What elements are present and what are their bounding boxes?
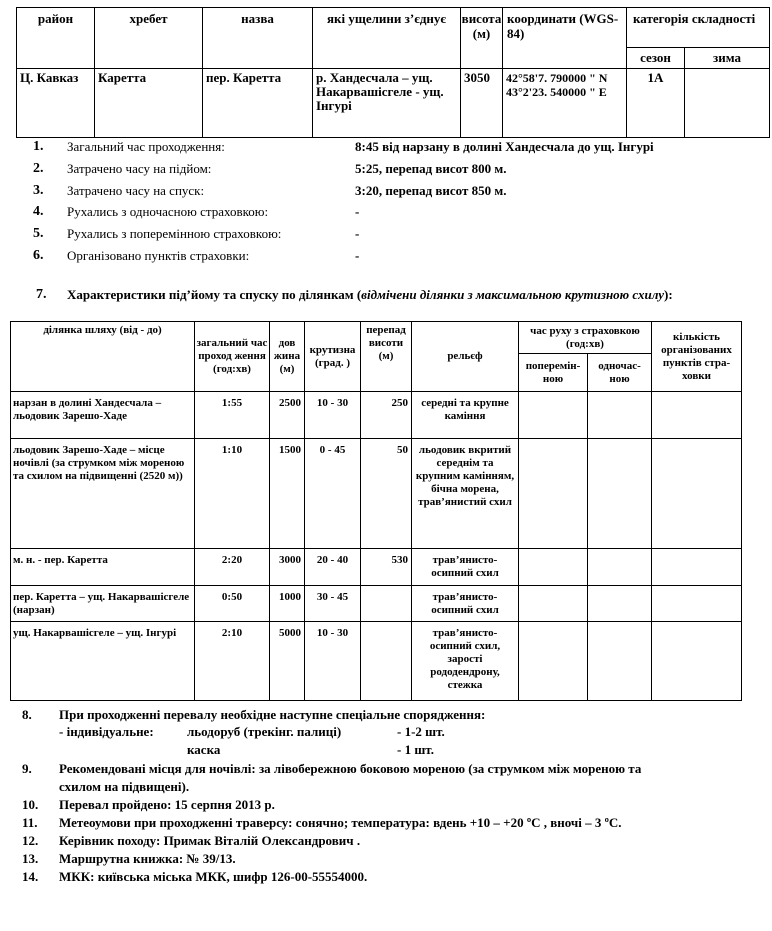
steepness-cell: 30 - 45 xyxy=(305,586,361,622)
item-text: Рекомендовані місця для ночівлі: за лівобережною боковою мореною (за струмком між мореною та схилом на підвищені). xyxy=(59,761,642,794)
item-number: 1. xyxy=(33,139,44,154)
item-number: 4. xyxy=(33,204,44,220)
item-value: - xyxy=(355,226,360,242)
cell-region: Ц. Кавказ xyxy=(17,69,95,138)
drop-cell: 530 xyxy=(361,549,412,586)
alternating-cell xyxy=(519,586,588,622)
item-value: 8:45 від нарзану в долині Хандесчала до ущ. Інгурі xyxy=(355,139,654,154)
list-item xyxy=(22,814,662,832)
equipment-line xyxy=(22,724,762,742)
drop-cell: 250 xyxy=(361,392,412,439)
item-number: 6. xyxy=(33,247,44,263)
header-steepness: крутизна (град. ) xyxy=(305,322,361,392)
table-row xyxy=(11,392,742,439)
steepness-cell: 0 - 45 xyxy=(305,439,361,549)
points-cell xyxy=(652,622,742,701)
alternating-cell xyxy=(519,392,588,439)
simultaneous-cell xyxy=(588,392,652,439)
drop-cell xyxy=(361,586,412,622)
simultaneous-cell xyxy=(588,586,652,622)
summary-item xyxy=(33,204,753,226)
heading-italic-text: відмічени ділянки з максимальною крутизною схилу xyxy=(361,287,665,302)
segments-table xyxy=(10,321,742,701)
item-number: 12. xyxy=(22,833,39,848)
alternating-cell xyxy=(519,549,588,586)
summary-item xyxy=(33,139,753,161)
table-row xyxy=(11,622,742,701)
header-belay-points: кількість організованих пунктів стра-ховки xyxy=(652,322,742,392)
cell-winter xyxy=(685,69,770,138)
table-row xyxy=(11,586,742,622)
header-winter: зима xyxy=(685,48,770,69)
points-cell xyxy=(652,392,742,439)
points-cell xyxy=(652,586,742,622)
summary-item xyxy=(33,248,753,270)
length-cell: 3000 xyxy=(270,549,305,586)
item-label: Затрачено часу на підйом: xyxy=(67,160,212,176)
list-item xyxy=(22,868,762,886)
header-segment: ділянка шляху (від - до) xyxy=(11,322,195,392)
relief-cell: трав’янисто-осипний схил xyxy=(412,549,519,586)
item-number: 3. xyxy=(33,182,44,198)
header-total-time: загальний час проход ження (год:хв) xyxy=(195,322,270,392)
item-label: Рухались з поперемінною страховкою: xyxy=(67,226,282,242)
item-number: 2. xyxy=(33,160,44,176)
segment-cell: льодовик Зарешо-Хаде – місце ночівлі (за струмком між мореною та схилом на підвищенні (2520 м)) xyxy=(11,439,195,549)
alternating-cell xyxy=(519,439,588,549)
summary-item xyxy=(33,161,753,183)
length-cell: 5000 xyxy=(270,622,305,701)
relief-cell: середні та крупне каміння xyxy=(412,392,519,439)
item-number: 14. xyxy=(22,869,39,884)
section-heading-text xyxy=(67,286,727,303)
equipment-qty: - 1 шт. xyxy=(397,742,434,757)
time-cell: 1:55 xyxy=(195,392,270,439)
drop-cell xyxy=(361,622,412,701)
relief-cell: трав’янисто-осипний схил xyxy=(412,586,519,622)
item-number: 7. xyxy=(36,287,47,302)
length-cell: 1500 xyxy=(270,439,305,549)
header-alternating: поперемін-ною xyxy=(519,354,588,392)
item-value: 5:25, перепад висот 800 м. xyxy=(355,160,507,176)
item-label: Організовано пунктів страховки: xyxy=(67,247,250,263)
cell-valleys: р. Хандесчала – ущ. Накарвашісгеле - ущ. Інгурі xyxy=(313,69,461,138)
time-cell: 2:10 xyxy=(195,622,270,701)
list-item xyxy=(22,706,762,724)
item-value: - xyxy=(355,204,360,220)
time-cell: 1:10 xyxy=(195,439,270,549)
item-text: Перевал пройдено: 15 серпня 2013 р. xyxy=(59,797,275,812)
points-cell xyxy=(652,549,742,586)
equipment-name: льодоруб (трекінг. палиці) xyxy=(187,724,342,739)
time-cell: 2:20 xyxy=(195,549,270,586)
item-number: 5. xyxy=(33,226,44,242)
pass-info-table xyxy=(16,7,770,138)
header-name: назва xyxy=(203,8,313,69)
header-coordinates: координати (WGS-84) xyxy=(503,8,627,69)
item-number: 8. xyxy=(22,707,32,722)
item-value: 3:20, перепад висот 850 м. xyxy=(355,182,507,198)
item-text: Метеоумови при проходженні траверсу: сонячно; температура: вдень +10 – +20 ºС , вночі – 3 ºС. xyxy=(59,815,622,830)
header-length: дов жина (м) xyxy=(270,322,305,392)
simultaneous-cell xyxy=(588,439,652,549)
item-number: 10. xyxy=(22,797,39,812)
cell-ridge: Каретта xyxy=(95,69,203,138)
item-label: Затрачено часу на спуск: xyxy=(67,182,205,198)
header-valleys: які ущелини з’єднує xyxy=(313,8,461,69)
header-difficulty: категорія складності xyxy=(627,8,770,48)
alternating-cell xyxy=(519,622,588,701)
item-text: Маршрутна книжка: № 39/13. xyxy=(59,851,236,866)
list-item xyxy=(22,760,662,796)
simultaneous-cell xyxy=(588,549,652,586)
segment-cell: пер. Каретта – ущ. Накарвашісгеле (нарзан) xyxy=(11,586,195,622)
points-cell xyxy=(652,439,742,549)
header-season: сезон xyxy=(627,48,685,69)
item-label: Рухались з одночасною страховкою: xyxy=(67,204,269,220)
item-text: МКК: київська міська МКК, шифр 126-00-55554000. xyxy=(59,869,368,884)
steepness-cell: 10 - 30 xyxy=(305,392,361,439)
header-height: висота (м) xyxy=(461,8,503,69)
table-row xyxy=(11,549,742,586)
equipment-category: - індивідуальне: xyxy=(59,724,154,739)
summary-item xyxy=(33,226,753,248)
steepness-cell: 10 - 30 xyxy=(305,622,361,701)
equipment-line xyxy=(22,742,762,760)
header-drop: перепад висоти (м) xyxy=(361,322,412,392)
item-number: 11. xyxy=(22,815,38,830)
footer-list xyxy=(22,706,762,886)
summary-list xyxy=(33,139,753,270)
list-item xyxy=(22,796,762,814)
heading-text-end: ): xyxy=(664,287,673,302)
equipment-qty: - 1-2 шт. xyxy=(397,724,445,739)
item-text: При проходженні перевалу необхідне наступне спеціальне спорядження: xyxy=(59,707,486,722)
summary-item xyxy=(33,183,753,205)
segment-cell: ущ. Накарвашісгеле – ущ. Інгурі xyxy=(11,622,195,701)
relief-cell: льодовик вкритий середнім та крупним камінням, бічна морена, трав’янистий схил xyxy=(412,439,519,549)
item-value: - xyxy=(355,247,360,263)
list-item xyxy=(22,832,762,850)
steepness-cell: 20 - 40 xyxy=(305,549,361,586)
heading-text: Характеристики під’йому та спуску по ділянкам ( xyxy=(67,287,362,302)
relief-cell: трав’янисто-осипний схил, зарості рододендрону, стежка xyxy=(412,622,519,701)
header-simultaneous: одночас-ною xyxy=(588,354,652,392)
header-ridge: хребет xyxy=(95,8,203,69)
header-belay-time: час руху з страховкою (год:хв) xyxy=(519,322,652,354)
item-number: 9. xyxy=(22,761,32,776)
simultaneous-cell xyxy=(588,622,652,701)
time-cell: 0:50 xyxy=(195,586,270,622)
drop-cell: 50 xyxy=(361,439,412,549)
cell-coordinates: 42°58'7. 790000 " N 43°2'23. 540000 " E xyxy=(503,69,627,138)
header-relief: рельєф xyxy=(412,322,519,392)
length-cell: 1000 xyxy=(270,586,305,622)
segment-cell: м. н. - пер. Каретта xyxy=(11,549,195,586)
segment-cell: нарзан в долині Хандесчала – льодовик Зарешо-Хаде xyxy=(11,392,195,439)
item-text: Керівник походу: Примак Віталій Олександрович . xyxy=(59,833,361,848)
item-label: Загальний час проходження: xyxy=(67,139,225,154)
cell-name: пер. Каретта xyxy=(203,69,313,138)
item-number: 13. xyxy=(22,851,39,866)
table-row xyxy=(11,439,742,549)
header-region: район xyxy=(17,8,95,69)
list-item xyxy=(22,850,762,868)
cell-height: 3050 xyxy=(461,69,503,138)
length-cell: 2500 xyxy=(270,392,305,439)
cell-season: 1А xyxy=(627,69,685,138)
equipment-name: каска xyxy=(187,742,221,757)
